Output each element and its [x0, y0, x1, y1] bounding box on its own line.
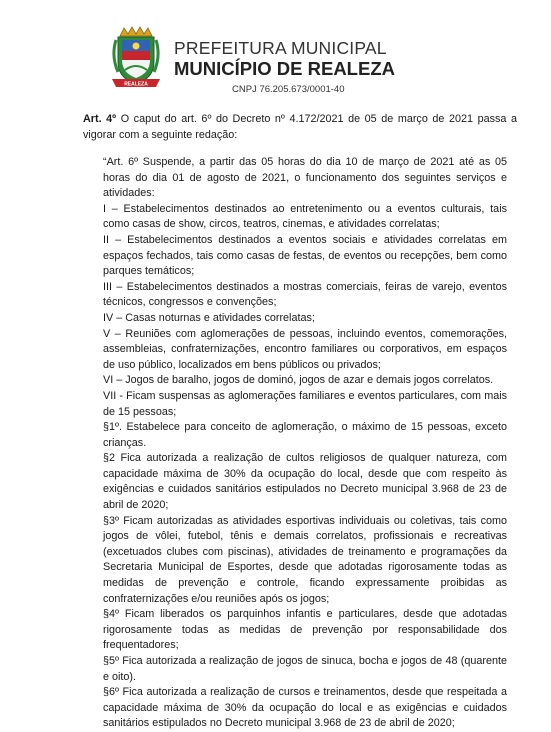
- paragraph: §6º Fica autorizada a realização de cursos e treinamentos, desde que respeitada a capacidade máxima de 30% da ocupação do local e as exigências e cuidados sanitários estipulados no Decreto municipal 3.968 de 23 de abril de 2020;: [103, 686, 507, 730]
- paragraph: IV – Casas noturnas e atividades correlatas;: [103, 311, 315, 324]
- letterhead: [110, 26, 410, 98]
- paragraph: §3º Ficam autorizadas as atividades esportivas individuais ou coletivas, tais como jogos de vôlei, futebol, tênis e demais correlatos, profissionais e recreativas (excetuados clubes com piscinas), atividades de treinamento e programações da Secretaria Municipal de Esportes, desde que adotadas rigorosamente todas as medidas de prevenção e controle, ficando expressamente proibidas as confraternizações e/ou reuniões após os jogos;: [103, 514, 507, 605]
- paragraph: II – Estabelecimentos destinados a eventos sociais e atividades correlatas em espaços fechados, tais como casas de festas, de eventos ou recepções, bem como parques temáticos;: [103, 233, 507, 278]
- paragraph: §2 Fica autorizada a realização de cultos religiosos de qualquer natureza, com capacidade máxima de 30% da ocupação do local, desde que com respeito às exigências e cuidados sanitários estipulados no Decreto municipal 3.968 de 23 de abril de 2020;: [103, 452, 507, 512]
- paragraph: VI – Jogos de baralho, jogos de dominó, jogos de azar e demais jogos correlatos.: [103, 374, 494, 387]
- paragraph: III – Estabelecimentos destinados a mostras comerciais, feiras de varejo, eventos técnicos, congressos e convenções;: [103, 280, 507, 309]
- svg-text:REALEZA: REALEZA: [124, 81, 148, 88]
- letterhead-text: [174, 38, 395, 96]
- paragraph: I – Estabelecimentos destinados ao entretenimento ou a eventos culturais, tais como casas de show, circos, teatros, cinemas, e atividades correlatas;: [103, 202, 507, 231]
- paragraph: V – Reuniões com aglomerações de pessoas, incluindo eventos, comemorações, assembleias, confraternizações, encontro familiares ou corporativos, em espaços de uso público, localizados em bens públicos ou privados;: [103, 327, 507, 371]
- article-label: Art. 4º: [83, 113, 117, 125]
- prefeitura-title: PREFEITURA MUNICIPAL: [174, 38, 387, 58]
- quoted-text: [103, 155, 507, 732]
- paragraph: §4º Ficam liberados os parquinhos infantis e particulares, desde que adotadas rigorosamente todas as medidas de prevenção por responsabilidade dos frequentadores;: [103, 608, 507, 652]
- article-paragraph: [83, 112, 517, 143]
- article-text: O caput do art. 6º do Decreto nº 4.172/2021 de 05 de março de 2021 passa a vigorar com a seguinte redação:: [83, 113, 517, 141]
- paragraph: “Art. 6º Suspende, a partir das 05 horas do dia 10 de março de 2021 até as 05 horas do dia 01 de agosto de 2021, o funcionamento dos seguintes serviços e atividades:: [103, 156, 507, 200]
- municipal-crest-icon: [110, 26, 162, 90]
- paragraph: §1º. Estabelece para conceito de aglomeração, o máximo de 15 pessoas, exceto crianças.: [103, 421, 507, 449]
- municipio-title: MUNICÍPIO DE REALEZA: [174, 58, 395, 79]
- cnpj-text: CNPJ 76.205.673/0001-40: [232, 84, 345, 95]
- paragraph: §5º Fica autorizada a realização de jogos de sinuca, bocha e jogos de 48 (quarente e oito).: [103, 655, 507, 683]
- paragraph: VII - Ficam suspensas as aglomerações familiares e eventos particulares, com mais de 15 pessoas;: [103, 389, 507, 418]
